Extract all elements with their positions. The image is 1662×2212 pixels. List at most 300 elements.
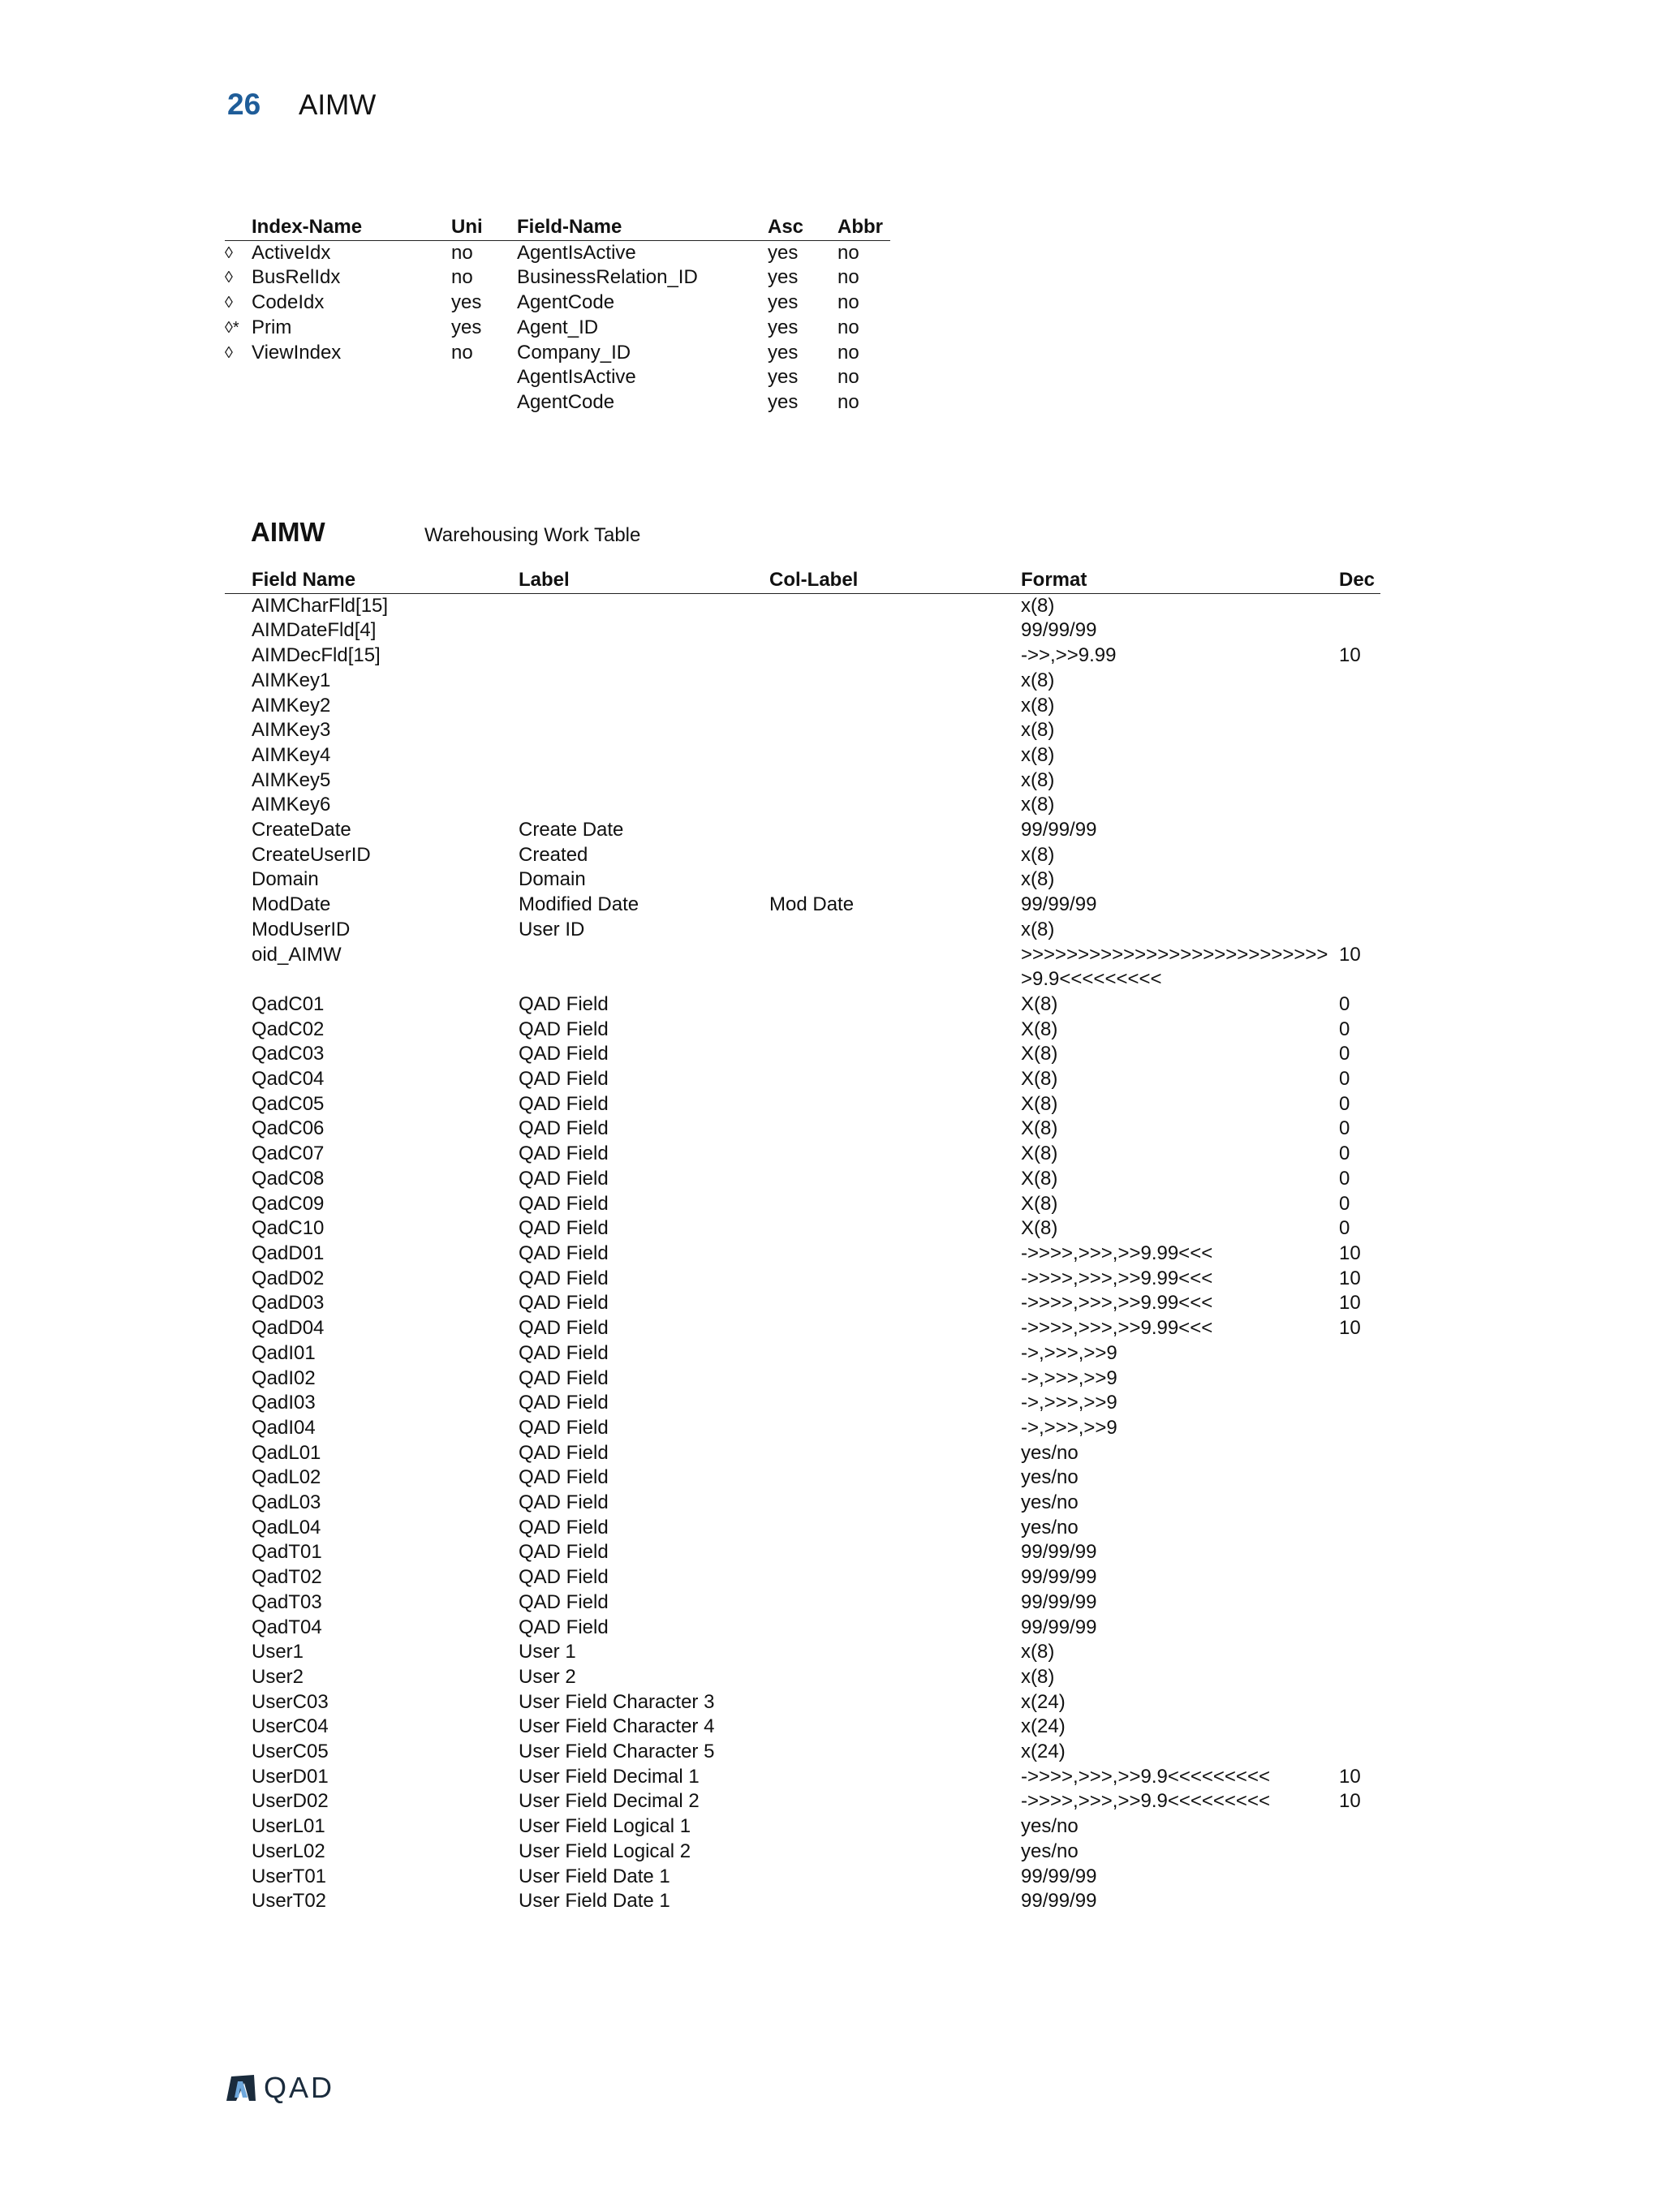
field-name: AIMDecFld[15] [252, 644, 381, 667]
field-label: User 1 [519, 1641, 576, 1663]
field-format: 99/99/99 [1021, 1616, 1097, 1638]
field-row [225, 1441, 1380, 1466]
field-row [225, 1391, 1380, 1416]
index-mark: ◊ [225, 269, 233, 287]
field-dec [1339, 743, 1380, 768]
field-pad [225, 1242, 252, 1267]
label-col-header: Label [519, 569, 570, 591]
index-abbr: no [837, 366, 859, 389]
field-name: UserL01 [252, 1815, 325, 1838]
field-row [225, 1865, 1380, 1890]
index-asc: yes [768, 366, 799, 389]
page-header [227, 88, 376, 128]
index-field-name: Agent_ID [517, 316, 599, 338]
field-pad [225, 1366, 252, 1392]
field-format: X(8) [1021, 1043, 1058, 1065]
field-pad [225, 1640, 252, 1665]
field-name: QadT01 [252, 1541, 322, 1564]
field-name: AIMKey3 [252, 719, 331, 742]
index-mark-header [225, 215, 252, 240]
field-dec [1339, 1491, 1380, 1516]
field-label [519, 618, 769, 643]
index-row [225, 316, 890, 341]
field-pad [225, 1391, 252, 1416]
field-pad [225, 1616, 252, 1641]
field-format: ->>>>,>>>,>>9.99<<< [1021, 1267, 1213, 1289]
field-label [519, 743, 769, 768]
field-col-label [769, 669, 1021, 694]
field-pad [225, 643, 252, 669]
field-row [225, 1690, 1380, 1715]
field-format: ->>>>,>>>,>>9.99<<< [1021, 1242, 1213, 1264]
field-name-header: Field-Name [517, 216, 622, 238]
field-dec [1339, 918, 1380, 943]
field-format: ->>>>,>>>,>>9.9<<<<<<<<< [1021, 1765, 1270, 1788]
field-row [225, 1242, 1380, 1267]
index-asc: yes [768, 241, 799, 264]
field-format: 99/99/99 [1021, 1865, 1097, 1887]
field-col-label [769, 867, 1021, 893]
field-label: QAD Field [519, 1217, 609, 1240]
field-dec [1339, 1740, 1380, 1765]
field-table-body [225, 593, 1380, 1914]
field-row [225, 1640, 1380, 1665]
field-col-label [769, 1540, 1021, 1565]
field-col-label [769, 1616, 1021, 1641]
field-format: 99/99/99 [1021, 1566, 1097, 1589]
field-dec [1339, 1465, 1380, 1491]
index-abbr: no [837, 316, 859, 338]
field-row [225, 743, 1380, 768]
field-row [225, 618, 1380, 643]
field-dec [1339, 818, 1380, 843]
index-field-name: Company_ID [517, 341, 631, 364]
field-label: QAD Field [519, 1566, 609, 1589]
field-label: QAD Field [519, 1466, 609, 1489]
field-row [225, 818, 1380, 843]
field-pad [225, 1441, 252, 1466]
field-pad [225, 1192, 252, 1217]
field-name: QadT04 [252, 1616, 322, 1638]
index-uni [451, 390, 517, 415]
field-format: X(8) [1021, 1192, 1058, 1215]
field-pad [225, 1690, 252, 1715]
field-format: x(8) [1021, 843, 1055, 866]
field-row [225, 643, 1380, 669]
field-row [225, 1142, 1380, 1167]
field-col-label: Mod Date [769, 893, 855, 916]
field-name: QadL01 [252, 1441, 321, 1464]
field-format: X(8) [1021, 1117, 1058, 1140]
field-name: AIMKey4 [252, 743, 331, 766]
field-pad [225, 1789, 252, 1814]
field-dec: 0 [1339, 1167, 1350, 1190]
field-dec [1339, 1616, 1380, 1641]
field-format: X(8) [1021, 1167, 1058, 1190]
field-format: x(8) [1021, 1641, 1055, 1663]
field-format: 99/99/99 [1021, 619, 1097, 642]
index-row [225, 341, 890, 366]
field-pad [225, 1216, 252, 1242]
field-col-label [769, 618, 1021, 643]
field-name: UserC05 [252, 1741, 329, 1763]
field-col-label [769, 694, 1021, 719]
field-col-label [769, 643, 1021, 669]
field-name: AIMKey2 [252, 694, 331, 717]
index-name: ViewIndex [252, 341, 342, 364]
field-format: x(8) [1021, 719, 1055, 742]
field-col-label [769, 1316, 1021, 1341]
page-title: AIMW [299, 89, 377, 121]
field-dec [1339, 718, 1380, 743]
field-name: QadC01 [252, 992, 325, 1015]
field-label: User 2 [519, 1665, 576, 1688]
field-row [225, 1316, 1380, 1341]
field-pad [225, 1889, 252, 1914]
field-label: QAD Field [519, 1317, 609, 1340]
qad-logo [225, 2071, 334, 2105]
field-pad [225, 1665, 252, 1690]
index-name [252, 365, 451, 390]
index-row [225, 365, 890, 390]
asc-header: Asc [768, 216, 804, 238]
field-col-label [769, 1291, 1021, 1316]
field-col-label [769, 1640, 1021, 1665]
field-row [225, 943, 1380, 992]
field-dec [1339, 793, 1380, 818]
field-col-label [769, 1391, 1021, 1416]
field-name: User2 [252, 1665, 304, 1688]
field-col-label [769, 743, 1021, 768]
field-format: ->,>>>,>>9 [1021, 1392, 1117, 1414]
field-name: AIMDateFld[4] [252, 619, 377, 642]
field-format: 99/99/99 [1021, 893, 1097, 916]
field-dec [1339, 893, 1380, 918]
field-pad [225, 1042, 252, 1067]
field-col-label [769, 1789, 1021, 1814]
field-label: Domain [519, 868, 586, 891]
field-pad [225, 669, 252, 694]
field-col-label [769, 1192, 1021, 1217]
field-dec: 0 [1339, 1068, 1350, 1091]
field-format: yes/no [1021, 1516, 1079, 1539]
field-label: QAD Field [519, 1292, 609, 1315]
uni-header: Uni [451, 216, 483, 238]
field-row [225, 1018, 1380, 1043]
field-name: AIMKey5 [252, 768, 331, 791]
field-label [519, 768, 769, 794]
field-col-label [769, 1491, 1021, 1516]
field-format: x(8) [1021, 594, 1055, 617]
field-col-label [769, 1018, 1021, 1043]
field-pad [225, 793, 252, 818]
field-dec: 0 [1339, 992, 1350, 1015]
field-col-label [769, 718, 1021, 743]
index-uni: no [451, 341, 473, 364]
page-number: 26 [227, 88, 261, 121]
field-pad [225, 1740, 252, 1765]
field-label: QAD Field [519, 1092, 609, 1115]
index-uni: no [451, 266, 473, 289]
field-pad [225, 1167, 252, 1192]
field-table [225, 568, 1380, 1914]
field-format: x(8) [1021, 918, 1055, 940]
field-row [225, 843, 1380, 868]
field-format: 99/99/99 [1021, 819, 1097, 841]
field-dec [1339, 1391, 1380, 1416]
field-format: x(8) [1021, 768, 1055, 791]
field-dec [1339, 1889, 1380, 1914]
field-row [225, 1067, 1380, 1092]
field-format: yes/no [1021, 1815, 1079, 1838]
field-col-label [769, 1067, 1021, 1092]
field-pad [225, 694, 252, 719]
field-dec [1339, 1715, 1380, 1740]
index-table-body [225, 240, 890, 415]
table-description: Warehousing Work Table [424, 524, 641, 546]
field-format: 99/99/99 [1021, 1541, 1097, 1564]
field-dec [1339, 1516, 1380, 1541]
index-name: CodeIdx [252, 291, 325, 314]
field-format: x(8) [1021, 794, 1055, 816]
index-mark: ◊ [225, 243, 233, 262]
field-dec: 10 [1339, 1292, 1361, 1315]
field-dec: 0 [1339, 1018, 1350, 1040]
field-format: x(8) [1021, 694, 1055, 717]
field-pad [225, 1316, 252, 1341]
index-row [225, 290, 890, 316]
field-pad [225, 818, 252, 843]
field-pad [225, 867, 252, 893]
field-label: User Field Character 4 [519, 1715, 715, 1738]
field-dec: 0 [1339, 1192, 1350, 1215]
field-name: QadD03 [252, 1292, 325, 1315]
field-row [225, 1341, 1380, 1366]
index-name-header: Index-Name [252, 216, 363, 238]
field-name: AIMCharFld[15] [252, 594, 389, 617]
field-col-label [769, 1441, 1021, 1466]
field-row [225, 867, 1380, 893]
field-dec: 10 [1339, 1242, 1361, 1264]
field-pad [225, 1018, 252, 1043]
field-row [225, 1465, 1380, 1491]
field-label [519, 694, 769, 719]
field-pad [225, 618, 252, 643]
field-pad [225, 1565, 252, 1590]
index-asc: yes [768, 316, 799, 338]
field-label: QAD Field [519, 1341, 609, 1364]
field-label: QAD Field [519, 1117, 609, 1140]
field-dec [1339, 1441, 1380, 1466]
field-pad [225, 1291, 252, 1316]
field-col-label [769, 1590, 1021, 1616]
index-mark: ◊ [225, 343, 233, 362]
field-col-label [769, 768, 1021, 794]
index-abbr: no [837, 266, 859, 289]
field-format: ->>>>,>>>,>>9.99<<< [1021, 1317, 1213, 1340]
field-col-label [769, 1690, 1021, 1715]
field-pad [225, 1267, 252, 1292]
field-dec [1339, 1814, 1380, 1840]
field-col-label [769, 1267, 1021, 1292]
field-label [519, 718, 769, 743]
index-asc: yes [768, 266, 799, 289]
field-name: UserD01 [252, 1765, 329, 1788]
index-abbr: no [837, 291, 859, 314]
field-format: X(8) [1021, 1068, 1058, 1091]
field-pad [225, 1765, 252, 1790]
field-col-label [769, 843, 1021, 868]
field-name: QadI03 [252, 1392, 316, 1414]
format-col-header: Format [1021, 569, 1087, 591]
field-dec [1339, 1416, 1380, 1441]
index-mark: ◊ [225, 294, 233, 312]
field-col-label [769, 1565, 1021, 1590]
field-label: QAD Field [519, 1043, 609, 1065]
field-col-label [769, 1889, 1021, 1914]
field-pad [225, 1341, 252, 1366]
field-label: QAD Field [519, 1416, 609, 1439]
field-pad [225, 992, 252, 1018]
field-pad [225, 1067, 252, 1092]
field-dec [1339, 1840, 1380, 1865]
field-pad [225, 943, 252, 992]
field-name: QadL04 [252, 1516, 321, 1539]
field-label: User Field Character 3 [519, 1690, 715, 1713]
field-col-label [769, 1042, 1021, 1067]
field-name: AIMKey6 [252, 794, 331, 816]
field-name: UserT01 [252, 1865, 327, 1887]
field-pad [225, 1142, 252, 1167]
field-label: User Field Logical 1 [519, 1815, 691, 1838]
field-label: QAD Field [519, 1267, 609, 1289]
field-col-label [769, 1465, 1021, 1491]
field-format: x(8) [1021, 868, 1055, 891]
field-name: QadC10 [252, 1217, 325, 1240]
field-label: User Field Logical 2 [519, 1840, 691, 1862]
index-field-name: AgentIsActive [517, 241, 636, 264]
field-col-label [769, 1740, 1021, 1765]
field-dec [1339, 669, 1380, 694]
field-dec: 0 [1339, 1143, 1350, 1165]
field-name: UserC03 [252, 1690, 329, 1713]
field-col-label [769, 918, 1021, 943]
field-format: X(8) [1021, 992, 1058, 1015]
field-dec [1339, 694, 1380, 719]
field-name: oid_AIMW [252, 943, 342, 966]
field-col-label [769, 943, 1021, 992]
field-label: Create Date [519, 819, 624, 841]
field-col-label [769, 818, 1021, 843]
field-pad [225, 893, 252, 918]
index-row [225, 390, 890, 415]
field-label: QAD Field [519, 1541, 609, 1564]
field-dec: 0 [1339, 1117, 1350, 1140]
field-pad [225, 1840, 252, 1865]
field-name: QadT02 [252, 1566, 322, 1589]
field-label: QAD Field [519, 1441, 609, 1464]
field-format: ->>>>,>>>,>>9.9<<<<<<<<< [1021, 1790, 1270, 1813]
field-pad [225, 1117, 252, 1142]
field-dec [1339, 1665, 1380, 1690]
index-field-name: BusinessRelation_ID [517, 266, 698, 289]
field-format: X(8) [1021, 1018, 1058, 1040]
field-format: x(24) [1021, 1690, 1066, 1713]
field-pad [225, 1715, 252, 1740]
field-row [225, 1192, 1380, 1217]
index-row [225, 265, 890, 290]
field-col-label [769, 1341, 1021, 1366]
field-col-label [769, 1242, 1021, 1267]
field-pad [225, 1865, 252, 1890]
field-format: x(24) [1021, 1715, 1066, 1738]
field-row [225, 593, 1380, 618]
qad-logo-icon [225, 2073, 257, 2102]
field-label: QAD Field [519, 1143, 609, 1165]
field-name: QadD01 [252, 1242, 325, 1264]
field-pad [225, 1416, 252, 1441]
field-label [519, 643, 769, 669]
index-uni [451, 365, 517, 390]
field-name: UserL02 [252, 1840, 325, 1862]
field-name: QadC08 [252, 1167, 325, 1190]
field-label: QAD Field [519, 1392, 609, 1414]
field-row [225, 793, 1380, 818]
field-format: yes/no [1021, 1466, 1079, 1489]
field-dec: 0 [1339, 1092, 1350, 1115]
field-row [225, 669, 1380, 694]
field-label [519, 943, 769, 992]
field-pad [225, 768, 252, 794]
field-label: QAD Field [519, 1242, 609, 1264]
field-pad-header [225, 568, 252, 593]
field-col-label [769, 1840, 1021, 1865]
field-pad [225, 718, 252, 743]
field-format: X(8) [1021, 1217, 1058, 1240]
field-format: ->>>>,>>>,>>9.99<<< [1021, 1292, 1213, 1315]
index-asc: yes [768, 291, 799, 314]
field-name: QadL03 [252, 1491, 321, 1514]
field-name: ModUserID [252, 918, 351, 940]
field-name: QadT03 [252, 1590, 322, 1613]
field-label: QAD Field [519, 1516, 609, 1539]
field-name: QadD02 [252, 1267, 325, 1289]
field-col-label [769, 1715, 1021, 1740]
field-dec [1339, 593, 1380, 618]
field-dec [1339, 618, 1380, 643]
field-format: yes/no [1021, 1441, 1079, 1464]
field-col-label [769, 593, 1021, 618]
field-label: User Field Character 5 [519, 1741, 715, 1763]
field-label: User Field Date 1 [519, 1890, 670, 1913]
field-col-label [769, 793, 1021, 818]
field-dec: 10 [1339, 1267, 1361, 1289]
index-name: Prim [252, 316, 292, 338]
index-abbr: no [837, 341, 859, 364]
field-dec: 10 [1339, 943, 1361, 966]
field-format: 99/99/99 [1021, 1590, 1097, 1613]
field-format: ->>,>>9.99 [1021, 644, 1117, 667]
field-pad [225, 1465, 252, 1491]
field-format: X(8) [1021, 1092, 1058, 1115]
field-dec [1339, 768, 1380, 794]
field-col-label [769, 1092, 1021, 1117]
field-dec [1339, 843, 1380, 868]
field-row [225, 893, 1380, 918]
index-name [252, 390, 451, 415]
index-field-name: AgentIsActive [517, 366, 636, 389]
index-asc: yes [768, 341, 799, 364]
